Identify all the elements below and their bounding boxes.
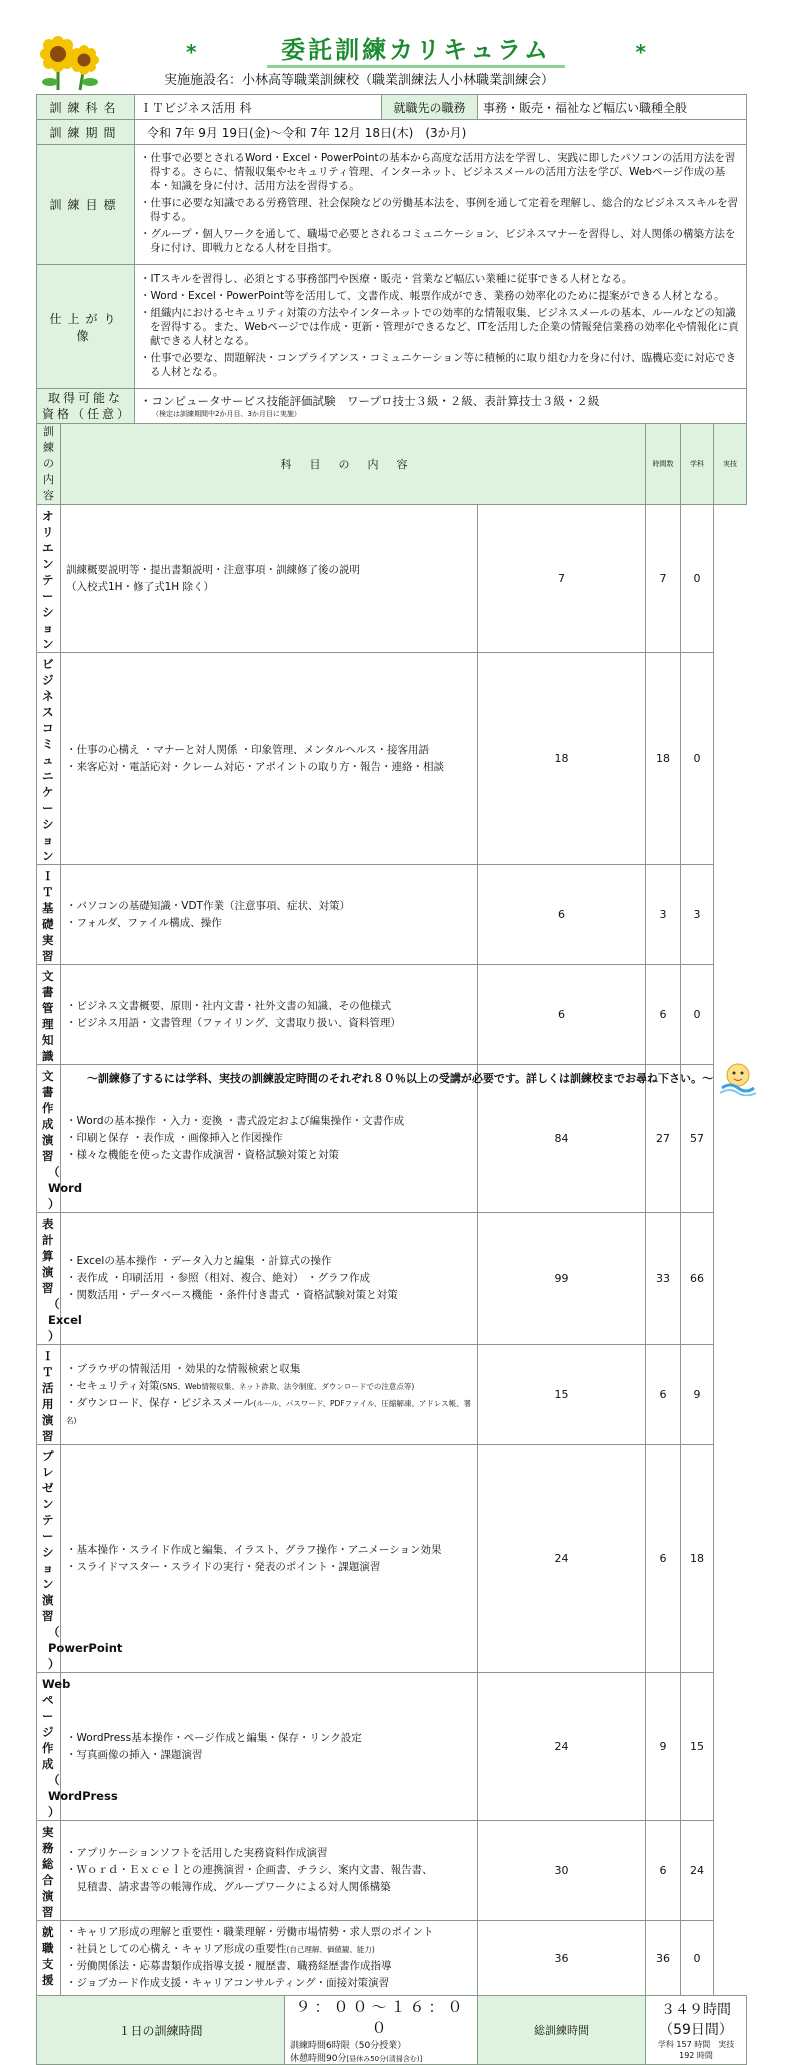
subject-row bbox=[37, 653, 747, 865]
subject-line bbox=[66, 1747, 472, 1764]
subject-hours: 30 bbox=[478, 1821, 646, 1921]
qualification-label bbox=[37, 389, 135, 424]
goals-label: 訓練目標 bbox=[37, 145, 135, 265]
period-row bbox=[37, 120, 747, 145]
subject-title: ＩＴ基礎実習 bbox=[42, 869, 54, 963]
subject-content bbox=[61, 505, 478, 653]
subject-line-text: ・表作成 ・印刷活用 ・参照（相対、複合、絶対） ・グラフ作成 bbox=[66, 1272, 371, 1284]
subject-name bbox=[37, 1921, 61, 1996]
subject-row bbox=[37, 1821, 747, 1921]
subject-line-text: ・ブラウザの情報活用 ・効果的な情報検索と収集 bbox=[66, 1362, 301, 1375]
subject-line bbox=[66, 1287, 472, 1304]
subject-line bbox=[66, 1147, 472, 1164]
subject-line-text: ・印刷と保存 ・表作成 ・画像挿入と作図操作 bbox=[66, 1132, 283, 1144]
subject-row bbox=[37, 865, 747, 965]
subject-line-text: ・労働関係法・応募書類作成指導支援・履歴書、職務経歴書作成指導 bbox=[66, 1960, 392, 1972]
subject-content bbox=[61, 1445, 478, 1673]
subject-practice: 15 bbox=[681, 1673, 714, 1821]
subject-content bbox=[61, 865, 478, 965]
goals-list bbox=[135, 145, 747, 265]
subject-line-text: ・様々な機能を使った文書作成演習・資格試験対策と対策 bbox=[66, 1149, 339, 1161]
employ-label: 就職先の職務 bbox=[382, 95, 478, 120]
subject-line bbox=[66, 1113, 472, 1130]
training-content-label bbox=[37, 424, 61, 505]
subject-subtitle: （ Word ） bbox=[48, 1165, 83, 1211]
subject-line bbox=[66, 1015, 472, 1032]
image-label: 仕上がり像 bbox=[37, 265, 135, 389]
subject-content bbox=[61, 1673, 478, 1821]
title-row bbox=[186, 36, 646, 66]
subject-content bbox=[61, 1345, 478, 1445]
total-value: ３４９時間（59日間） bbox=[659, 2002, 733, 2038]
subject-hours: 7 bbox=[478, 505, 646, 653]
subject-line bbox=[66, 579, 472, 596]
subject-line bbox=[66, 1879, 472, 1896]
subject-title: Webページ作成 bbox=[42, 1677, 71, 1771]
subject-line-text: 訓練概要説明等・提出書類説明・注意事項・訓練修了後の説明 bbox=[66, 563, 360, 576]
subject-name bbox=[37, 865, 61, 965]
total-hours-label: 総訓練時間 bbox=[478, 1996, 646, 2065]
subject-hours: 15 bbox=[478, 1345, 646, 1445]
subject-line-text: ・Wordの基本操作 ・入力・変換 ・書式設定および編集操作・文書作成 bbox=[66, 1115, 405, 1127]
subject-hours: 84 bbox=[478, 1065, 646, 1213]
subject-hours: 36 bbox=[478, 1921, 646, 1996]
subject-line-text: ・パソコンの基礎知識・VDT作業（注意事項、症状、対策） bbox=[66, 899, 350, 912]
subject-theory: 36 bbox=[646, 1921, 681, 1996]
subject-line bbox=[66, 1253, 472, 1270]
subject-line bbox=[66, 1941, 472, 1958]
subject-line bbox=[66, 1542, 472, 1559]
qualification-label-line2: 資格（任意） bbox=[42, 407, 133, 421]
image-row bbox=[37, 265, 747, 389]
subject-content bbox=[61, 653, 478, 865]
subject-name bbox=[37, 653, 61, 865]
subject-practice: 0 bbox=[681, 653, 714, 865]
subject-line bbox=[66, 1270, 472, 1287]
subject-line-text: ・基本操作・スライド作成と編集、イラスト、グラフ操作・アニメーション効果 bbox=[66, 1543, 442, 1556]
subject-title: オリエンテーション bbox=[42, 509, 54, 651]
subject-row bbox=[37, 1445, 747, 1673]
subject-subtitle: （ WordPress ） bbox=[48, 1773, 118, 1819]
subject-hours: 24 bbox=[478, 1673, 646, 1821]
subject-hours: 6 bbox=[478, 865, 646, 965]
subject-line bbox=[66, 1862, 472, 1879]
col-hours: 時間数 bbox=[646, 424, 681, 505]
subject-line bbox=[66, 759, 472, 776]
subject-title: 文書作成演習 bbox=[42, 1069, 54, 1163]
subject-row bbox=[37, 1065, 747, 1213]
subjects-title: 科目の内容 bbox=[61, 424, 646, 505]
subject-title: 文書管理知識 bbox=[42, 969, 54, 1063]
subject-line bbox=[66, 1395, 472, 1429]
image-item: ・Word・Excel・PowerPoint等を活用して、文書作成、帳票作成ができ、業務の効率化のために提案ができる人材となる。 bbox=[140, 289, 725, 302]
subject-line-text: ・ダウンロード、保存・ビジネスメール bbox=[66, 1396, 254, 1409]
subject-practice: 3 bbox=[681, 865, 714, 965]
goal-item: ・仕事で必要とされるWord・Excel・PowerPointの基本から高度な活用方法を学習し、実践に即したパソコンの活用方法を習得する。さらに、情報収集やセキュリティ管理、インターネット、ビジネスメールの活用方法を学び、Webページ作成の基本・知識を身に付け、活用方法を習得する。 bbox=[140, 152, 736, 192]
subject-line-text: ・アプリケーションソフトを活用した実務資料作成演習 bbox=[66, 1847, 328, 1859]
footer-row bbox=[37, 1996, 747, 2065]
subject-rows bbox=[37, 505, 747, 1996]
daily-detail1: 訓練時間6時限（50分授業） bbox=[290, 2041, 407, 2051]
subject-title: ビジネスコミュニケーション bbox=[42, 657, 54, 863]
header bbox=[36, 32, 758, 94]
subject-line-text: 見積書、請求書等の帳簿作成、グループワークによる対人関係構築 bbox=[66, 1881, 391, 1893]
subject-subtitle: （ PowerPoint ） bbox=[48, 1625, 123, 1671]
subject-name bbox=[37, 1445, 123, 1673]
subject-theory: 27 bbox=[646, 1065, 681, 1213]
daily-time: ９：００～１６：００ bbox=[295, 1998, 467, 2037]
subject-subtitle: （ Excel ） bbox=[48, 1297, 82, 1343]
goal-item: ・グループ・個人ワークを通して、職場で必要とされるコミュニケーション、ビジネスマナーを習得し、対人関係の構築方法を身に付け、即戦力となる人材を目指す。 bbox=[140, 228, 736, 254]
subject-hours: 99 bbox=[478, 1213, 646, 1345]
subject-line-text: （入校式1H・修了式1H 除く） bbox=[66, 580, 214, 593]
qualification-note: （検定は訓練期間中2か月目、3か月目に実施） bbox=[152, 410, 301, 418]
subject-practice: 0 bbox=[681, 1921, 714, 1996]
daily-hours bbox=[285, 1996, 478, 2065]
subject-line bbox=[66, 1130, 472, 1147]
vlabel-char: 内 bbox=[43, 473, 54, 486]
qualification-value bbox=[135, 389, 747, 424]
subject-line bbox=[66, 898, 472, 915]
subject-practice: 0 bbox=[681, 505, 714, 653]
period-label: 訓練期間 bbox=[37, 120, 135, 145]
subject-theory: 3 bbox=[646, 865, 681, 965]
image-item: ・仕事で必要な、問題解決・コンプライアンス・コミュニケーション等に積極的に取り組む力を身に付け、臨機応変に対応できる人材となる。 bbox=[140, 351, 737, 378]
subject-line-text: ・WordPress基本操作・ページ作成と編集・保存・リンク設定 bbox=[66, 1731, 362, 1744]
footer-note: ～訓練修了するには学科、実技の訓練設定時間のそれぞれ８０％以上の受講が必要です。詳しくは訓練校までお尋ね下さい。～ bbox=[86, 1072, 714, 1085]
subject-line-text: ・関数活用・データベース機能 ・条件付き書式 ・資格試験対策と対策 bbox=[66, 1289, 398, 1301]
subject-theory: 6 bbox=[646, 1345, 681, 1445]
subject-content bbox=[61, 965, 478, 1065]
subject-name bbox=[37, 1213, 82, 1345]
qualification-text: ・コンピュータサービス技能評価試験 ワープロ技士３級・２級、表計算技士３級・２級 bbox=[140, 394, 600, 408]
course-name-row bbox=[37, 95, 747, 120]
subject-line bbox=[66, 998, 472, 1015]
subject-theory: 9 bbox=[646, 1673, 681, 1821]
subject-theory: 33 bbox=[646, 1213, 681, 1345]
subject-content bbox=[61, 1213, 478, 1345]
subject-line-text: ・スライドマスター・スライドの実行・発表のポイント・課題演習 bbox=[66, 1560, 381, 1573]
subject-theory: 18 bbox=[646, 653, 681, 865]
subject-line-text: ・キャリア形成の理解と重要性・職業理解・労働市場情勢・求人票のポイント bbox=[66, 1926, 434, 1938]
subject-line bbox=[66, 742, 472, 759]
goals-row bbox=[37, 145, 747, 265]
subject-row bbox=[37, 1921, 747, 1996]
subject-row bbox=[37, 1213, 747, 1345]
subject-line-text: ・フォルダ、ファイル構成、操作 bbox=[66, 916, 222, 929]
subject-theory: 6 bbox=[646, 1821, 681, 1921]
subject-line-text: ・ビジネス文書概要、原則・社内文書・社外文書の知識、その他様式 bbox=[66, 999, 392, 1012]
daily-hours-label: １日の訓練時間 bbox=[37, 1996, 285, 2065]
course-name: ＩＴビジネス活用 科 bbox=[135, 95, 382, 120]
subject-line bbox=[66, 915, 472, 932]
subject-practice: 0 bbox=[681, 965, 714, 1065]
subject-line bbox=[66, 1361, 472, 1378]
subject-hours: 24 bbox=[478, 1445, 646, 1673]
subject-title: 表計算演習 bbox=[42, 1217, 54, 1295]
subject-title: 就職支援 bbox=[42, 1925, 54, 1987]
vlabel-char: の bbox=[43, 457, 54, 470]
subject-practice: 57 bbox=[681, 1065, 714, 1213]
subject-practice: 18 bbox=[681, 1445, 714, 1673]
subject-line bbox=[66, 1845, 472, 1862]
subject-name bbox=[37, 965, 61, 1065]
subject-line-text: ・仕事の心構え ・マナーと対人関係 ・印象管理、メンタルヘルス・接客用語 bbox=[66, 743, 429, 756]
subject-row bbox=[37, 1345, 747, 1445]
subject-line-text: ・ジョブカード作成支援・キャリアコンサルティング・面接対策演習 bbox=[66, 1977, 390, 1989]
subject-line bbox=[66, 562, 472, 579]
break-time: 休憩時間90分 bbox=[290, 2054, 347, 2064]
image-item: ・組織内におけるセキュリティ対策の方法やインターネットでの効率的な情報収集、ビジネスメールの基本、ルールなどの知識を習得する。また、Webページでは作成・更新・管理ができるなど、ITを活用した企業の情報発信業務の効率化や情報化に貢献できる人材となる。 bbox=[140, 306, 739, 347]
subject-title: ＩＴ活用演習 bbox=[42, 1349, 54, 1443]
sunflower-icon bbox=[36, 32, 106, 92]
subjects-header-row bbox=[37, 424, 747, 505]
subject-line-note: (SNS、Web情報収集、ネット詐欺、法令制度、ダウンロードでの注意点等) bbox=[159, 1381, 415, 1391]
subject-line-text: ・来客応対・電話応対・クレーム対応・アポイントの取り方・報告・連絡・相談 bbox=[66, 760, 444, 773]
facility-name: 実施施設名：小林高等職業訓練校（職業訓練法人小林職業訓練会） bbox=[164, 73, 555, 88]
period-value: 令和 7年 9月 19日(金)～令和 7年 12月 18日(木) (3か月) bbox=[135, 120, 747, 145]
goal-item: ・仕事に必要な知識である労務管理、社会保険などの労働基本法を、事例を通して定着を理解し、総合的なビジネススキルを習得する。 bbox=[140, 197, 739, 223]
break-detail: [昼休み50分(清掃含む)] bbox=[346, 2055, 423, 2063]
subject-practice: 24 bbox=[681, 1821, 714, 1921]
subject-title: 実務総合演習 bbox=[42, 1825, 54, 1919]
subject-theory: 7 bbox=[646, 505, 681, 653]
subject-line bbox=[66, 1378, 472, 1395]
star-left: * bbox=[186, 40, 197, 64]
subject-name bbox=[37, 1345, 61, 1445]
subject-line-text: ・写真画像の挿入・課題演習 bbox=[66, 1748, 203, 1761]
subject-line-note: (自己理解、価値観、能力) bbox=[286, 1945, 375, 1954]
qualification-label-line1: 取得可能な bbox=[48, 391, 124, 405]
subject-practice: 9 bbox=[681, 1345, 714, 1445]
course-name-label: 訓練科名 bbox=[37, 95, 135, 120]
vlabel-char: 容 bbox=[43, 489, 54, 502]
subject-line-text: ・Excelの基本操作 ・データ入力と編集 ・計算式の操作 bbox=[66, 1255, 332, 1267]
subject-title: プレゼンテーション演習 bbox=[42, 1449, 54, 1623]
star-right: * bbox=[635, 40, 646, 64]
subject-content bbox=[61, 1921, 478, 1996]
subject-name bbox=[37, 505, 61, 653]
subject-name bbox=[37, 1673, 118, 1821]
subject-line-text: ・社員としての心構え・キャリア形成の重要性 bbox=[66, 1943, 287, 1955]
subject-hours: 6 bbox=[478, 965, 646, 1065]
vlabel-char: 練 bbox=[43, 441, 54, 454]
subject-practice: 66 bbox=[681, 1213, 714, 1345]
subject-row bbox=[37, 965, 747, 1065]
col-practice: 実技 bbox=[714, 424, 747, 505]
subject-line bbox=[66, 1730, 472, 1747]
subject-row bbox=[37, 1673, 747, 1821]
page-title: 委託訓練カリキュラム bbox=[267, 36, 565, 68]
subject-theory: 6 bbox=[646, 965, 681, 1065]
subject-theory: 6 bbox=[646, 1445, 681, 1673]
subject-line-text: ・セキュリティ対策 bbox=[66, 1379, 160, 1392]
total-breakdown: 学科 157 時間 実技 192 時間 bbox=[657, 2040, 735, 2060]
image-list bbox=[135, 265, 747, 389]
subject-content bbox=[61, 1821, 478, 1921]
subject-line bbox=[66, 1924, 472, 1941]
col-theory: 学科 bbox=[681, 424, 714, 505]
subject-line bbox=[66, 1975, 472, 1992]
subject-line bbox=[66, 1559, 472, 1576]
subject-line-text: ・Ｗｏｒｄ・Ｅｘｃｅｌとの連携演習・企画書、チラシ、案内文書、報告書、 bbox=[66, 1864, 433, 1876]
total-hours bbox=[646, 1996, 747, 2065]
daily-detail2 bbox=[290, 2051, 472, 2064]
vlabel-char: 訓 bbox=[43, 425, 54, 438]
subject-line bbox=[66, 1958, 472, 1975]
subject-line-text: ・ビジネス用語・文書管理（ファイリング、文書取り扱い、資料管理） bbox=[66, 1016, 401, 1029]
subject-name bbox=[37, 1821, 61, 1921]
subject-row bbox=[37, 505, 747, 653]
subject-line-note: (ルール、パスワード、PDFファイル、圧縮解凍、アドレス帳、署名) bbox=[66, 1398, 472, 1425]
subject-content bbox=[61, 1065, 478, 1213]
subject-name bbox=[37, 1065, 83, 1213]
employ-value: 事務・販売・福祉など幅広い職種全般 bbox=[478, 95, 747, 120]
mascot-icon bbox=[718, 1060, 758, 1096]
image-item: ・ITスキルを習得し、必須とする事務部門や医療・販売・営業など幅広い業種に従事できる人材となる。 bbox=[140, 272, 633, 285]
subject-hours: 18 bbox=[478, 653, 646, 865]
qualification-row bbox=[37, 389, 747, 424]
